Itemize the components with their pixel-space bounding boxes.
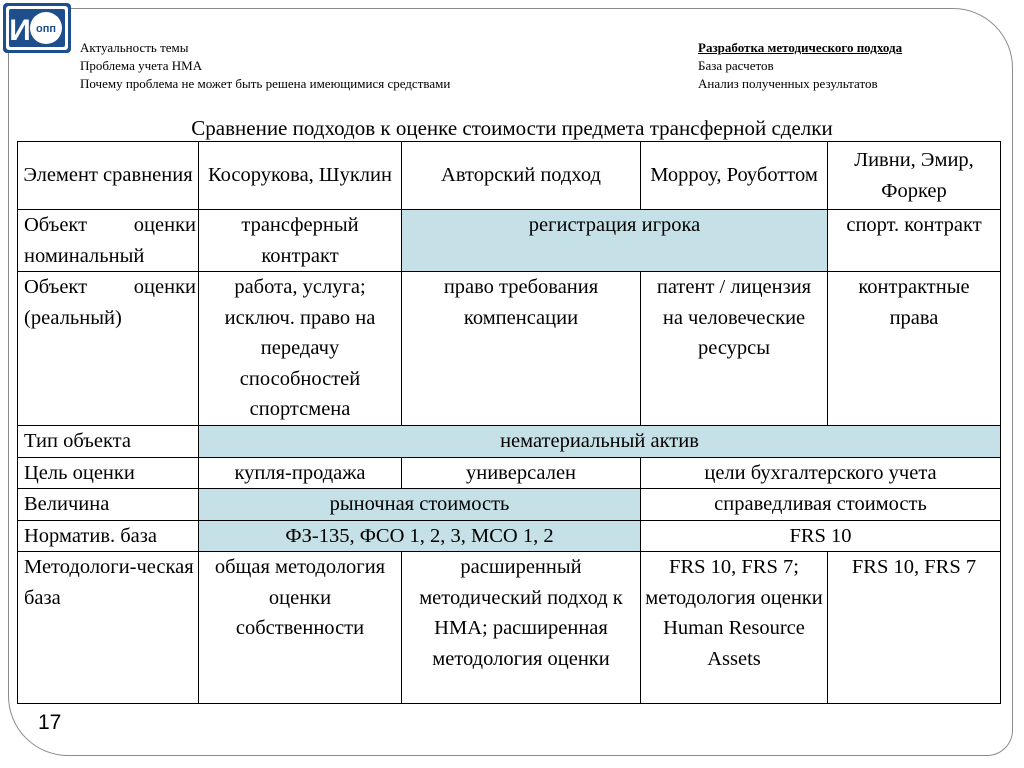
header-livni: Ливни, Эмир, Форкер bbox=[828, 142, 1001, 210]
cell-nominal-livni: спорт. контракт bbox=[828, 210, 1001, 272]
cell-method-morrow: FRS 10, FRS 7; методология оценки Human Resource Assets bbox=[641, 552, 828, 704]
cell-nominal-merged: регистрация игрока bbox=[402, 210, 828, 272]
nav-link-method-approach[interactable]: Разработка методического подхода bbox=[698, 40, 903, 55]
cell-goal-author: универсален bbox=[402, 457, 641, 489]
header-kosorukova: Косорукова, Шуклин bbox=[199, 142, 402, 210]
cell-method-livni: FRS 10, FRS 7 bbox=[828, 552, 1001, 704]
page-number: 17 bbox=[38, 711, 62, 734]
cell-value-right: справедливая стоимость bbox=[641, 489, 1001, 521]
row-label-nominal: Объект оценки номинальный bbox=[18, 210, 199, 272]
row-label-real: Объект оценки (реальный) bbox=[18, 272, 199, 426]
nav-link-calc-base[interactable]: База расчетов bbox=[698, 58, 774, 73]
cell-value-left: рыночная стоимость bbox=[199, 489, 641, 521]
header-author: Авторский подход bbox=[402, 142, 641, 210]
cell-real-livni: контрактные права bbox=[828, 272, 1001, 426]
svg-text:опп: опп bbox=[35, 23, 57, 35]
cell-real-author: право требования компенсации bbox=[402, 272, 641, 426]
table-row-header bbox=[18, 142, 1001, 210]
cell-norm-right: FRS 10 bbox=[641, 520, 1001, 552]
header-element: Элемент сравнения bbox=[18, 142, 199, 210]
logo bbox=[2, 2, 74, 56]
cell-nominal-kosorukova: трансферный контракт bbox=[199, 210, 402, 272]
nav-right bbox=[698, 39, 902, 93]
table-row-type bbox=[18, 425, 1001, 457]
nav-left bbox=[80, 39, 450, 93]
table-row-method bbox=[18, 552, 1001, 704]
nav-link-nma-problem[interactable]: Проблема учета НМА bbox=[80, 58, 203, 73]
slide-title: Сравнение подходов к оценке стоимости предмета трансферной сделки bbox=[191, 116, 833, 140]
cell-goal-merged: цели бухгалтерского учета bbox=[641, 457, 1001, 489]
table-row-norm bbox=[18, 520, 1001, 552]
row-label-method: Методологи-ческая база bbox=[18, 552, 199, 704]
header-morrow: Морроу, Роуботтом bbox=[641, 142, 828, 210]
comparison-table bbox=[17, 141, 1001, 704]
row-label-type: Тип объекта bbox=[18, 425, 199, 457]
cell-norm-left: ФЗ-135, ФСО 1, 2, 3, МСО 1, 2 bbox=[199, 520, 641, 552]
svg-text:И: И bbox=[9, 14, 31, 47]
table-row-goal bbox=[18, 457, 1001, 489]
cell-real-kosorukova: работа, услуга; исключ. право на передачу способностей спортсмена bbox=[199, 272, 402, 426]
table-row-real bbox=[18, 272, 1001, 426]
cell-type-merged: нематериальный актив bbox=[199, 425, 1001, 457]
table-row-nominal bbox=[18, 210, 1001, 272]
row-label-goal: Цель оценки bbox=[18, 457, 199, 489]
cell-method-author: расширенный методический подход к НМА; расширенная методология оценки bbox=[402, 552, 641, 704]
table-row-value bbox=[18, 489, 1001, 521]
row-label-norm: Норматив. база bbox=[18, 520, 199, 552]
cell-real-morrow: патент / лицензия на человеческие ресурсы bbox=[641, 272, 828, 426]
row-label-value: Величина bbox=[18, 489, 199, 521]
nav-link-actuality[interactable]: Актуальность темы bbox=[80, 40, 189, 55]
nav-link-results[interactable]: Анализ полученных результатов bbox=[698, 76, 878, 91]
cell-method-kosorukova: общая методология оценки собственности bbox=[199, 552, 402, 704]
nav-link-why-problem[interactable]: Почему проблема не может быть решена имеющимися средствами bbox=[80, 76, 451, 91]
cell-goal-kosorukova: купля-продажа bbox=[199, 457, 402, 489]
